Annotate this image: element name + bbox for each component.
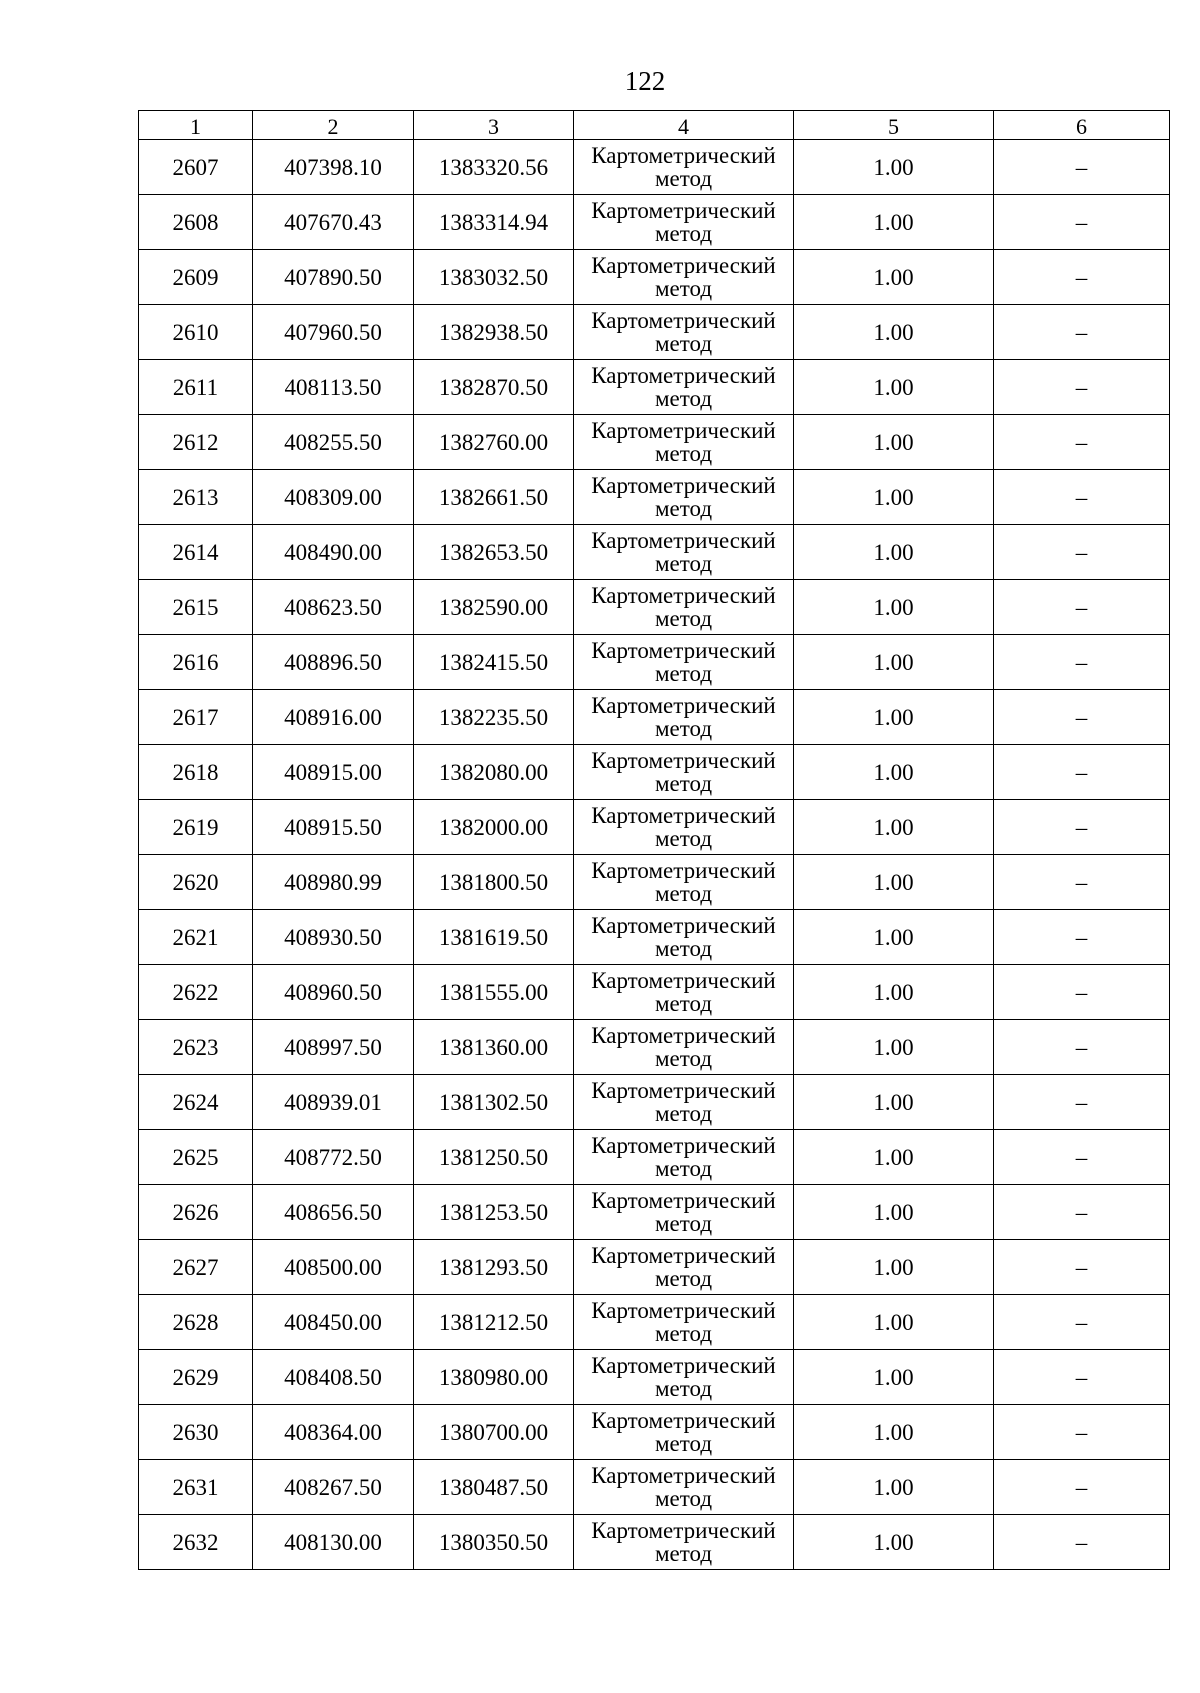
- note-cell: –: [994, 635, 1170, 690]
- accuracy-cell: 1.00: [794, 1295, 994, 1350]
- method-line-1: Картометрический: [591, 748, 776, 773]
- note-cell: –: [994, 1240, 1170, 1295]
- table-row: [139, 415, 1170, 470]
- note-cell: –: [994, 1460, 1170, 1515]
- accuracy-cell: 1.00: [794, 1405, 994, 1460]
- x-coordinate-cell: 408980.99: [253, 855, 414, 910]
- method-line-2: метод: [654, 716, 713, 741]
- x-coordinate-cell: 408130.00: [253, 1515, 414, 1570]
- method-cell: [574, 690, 794, 745]
- method-line-2: метод: [654, 1101, 713, 1126]
- table-row: [139, 1130, 1170, 1185]
- y-coordinate-cell: 1382080.00: [414, 745, 574, 800]
- method-line-2: метод: [654, 606, 713, 631]
- method-cell: [574, 525, 794, 580]
- method-cell: [574, 1240, 794, 1295]
- method-line-2: метод: [654, 441, 713, 466]
- method-line-2: метод: [654, 1211, 713, 1236]
- y-coordinate-cell: 1381555.00: [414, 965, 574, 1020]
- table-row: [139, 1020, 1170, 1075]
- point-number-cell: 2618: [139, 745, 253, 800]
- accuracy-cell: 1.00: [794, 360, 994, 415]
- y-coordinate-cell: 1382235.50: [414, 690, 574, 745]
- point-number-cell: 2609: [139, 250, 253, 305]
- x-coordinate-cell: 408267.50: [253, 1460, 414, 1515]
- y-coordinate-cell: 1381619.50: [414, 910, 574, 965]
- table-row: [139, 1295, 1170, 1350]
- method-line-1: Картометрический: [591, 968, 776, 993]
- method-cell: [574, 1020, 794, 1075]
- x-coordinate-cell: 408255.50: [253, 415, 414, 470]
- accuracy-cell: 1.00: [794, 1075, 994, 1130]
- point-number-cell: 2632: [139, 1515, 253, 1570]
- accuracy-cell: 1.00: [794, 1185, 994, 1240]
- note-cell: –: [994, 305, 1170, 360]
- y-coordinate-cell: 1382653.50: [414, 525, 574, 580]
- x-coordinate-cell: 408772.50: [253, 1130, 414, 1185]
- accuracy-cell: 1.00: [794, 305, 994, 360]
- point-number-cell: 2626: [139, 1185, 253, 1240]
- x-coordinate-cell: 408930.50: [253, 910, 414, 965]
- table-row: [139, 1075, 1170, 1130]
- method-line-1: Картометрический: [591, 1408, 776, 1433]
- method-cell: [574, 580, 794, 635]
- point-number-cell: 2617: [139, 690, 253, 745]
- x-coordinate-cell: 408408.50: [253, 1350, 414, 1405]
- point-number-cell: 2630: [139, 1405, 253, 1460]
- table-row: [139, 855, 1170, 910]
- column-header: 5: [794, 111, 994, 140]
- method-line-1: Картометрический: [591, 583, 776, 608]
- method-line-1: Картометрический: [591, 638, 776, 663]
- method-cell: [574, 415, 794, 470]
- point-number-cell: 2610: [139, 305, 253, 360]
- column-header: 2: [253, 111, 414, 140]
- x-coordinate-cell: 408939.01: [253, 1075, 414, 1130]
- method-line-1: Картометрический: [591, 1298, 776, 1323]
- accuracy-cell: 1.00: [794, 580, 994, 635]
- x-coordinate-cell: 407890.50: [253, 250, 414, 305]
- accuracy-cell: 1.00: [794, 690, 994, 745]
- accuracy-cell: 1.00: [794, 195, 994, 250]
- coordinates-table: [138, 110, 1170, 1570]
- accuracy-cell: 1.00: [794, 635, 994, 690]
- method-cell: [574, 635, 794, 690]
- note-cell: –: [994, 525, 1170, 580]
- note-cell: –: [994, 360, 1170, 415]
- table-row: [139, 800, 1170, 855]
- note-cell: –: [994, 690, 1170, 745]
- point-number-cell: 2607: [139, 140, 253, 195]
- note-cell: –: [994, 745, 1170, 800]
- point-number-cell: 2615: [139, 580, 253, 635]
- x-coordinate-cell: 408916.00: [253, 690, 414, 745]
- y-coordinate-cell: 1381800.50: [414, 855, 574, 910]
- point-number-cell: 2616: [139, 635, 253, 690]
- note-cell: –: [994, 1075, 1170, 1130]
- table-row: [139, 360, 1170, 415]
- method-line-2: метод: [654, 1266, 713, 1291]
- x-coordinate-cell: 408915.00: [253, 745, 414, 800]
- y-coordinate-cell: 1381212.50: [414, 1295, 574, 1350]
- y-coordinate-cell: 1381302.50: [414, 1075, 574, 1130]
- accuracy-cell: 1.00: [794, 855, 994, 910]
- x-coordinate-cell: 407398.10: [253, 140, 414, 195]
- y-coordinate-cell: 1381293.50: [414, 1240, 574, 1295]
- y-coordinate-cell: 1383032.50: [414, 250, 574, 305]
- method-line-2: метод: [654, 496, 713, 521]
- point-number-cell: 2627: [139, 1240, 253, 1295]
- method-line-1: Картометрический: [591, 913, 776, 938]
- method-line-2: метод: [654, 166, 713, 191]
- note-cell: –: [994, 855, 1170, 910]
- method-line-2: метод: [654, 276, 713, 301]
- method-line-1: Картометрический: [591, 528, 776, 553]
- accuracy-cell: 1.00: [794, 415, 994, 470]
- method-cell: [574, 745, 794, 800]
- method-line-2: метод: [654, 221, 713, 246]
- x-coordinate-cell: 408113.50: [253, 360, 414, 415]
- y-coordinate-cell: 1382938.50: [414, 305, 574, 360]
- accuracy-cell: 1.00: [794, 525, 994, 580]
- x-coordinate-cell: 407670.43: [253, 195, 414, 250]
- accuracy-cell: 1.00: [794, 1515, 994, 1570]
- method-cell: [574, 360, 794, 415]
- accuracy-cell: 1.00: [794, 910, 994, 965]
- table-row: [139, 910, 1170, 965]
- method-line-1: Картометрический: [591, 693, 776, 718]
- method-line-2: метод: [654, 936, 713, 961]
- accuracy-cell: 1.00: [794, 1020, 994, 1075]
- method-cell: [574, 800, 794, 855]
- x-coordinate-cell: 408309.00: [253, 470, 414, 525]
- method-line-2: метод: [654, 331, 713, 356]
- column-header: 3: [414, 111, 574, 140]
- method-line-2: метод: [654, 826, 713, 851]
- table-row: [139, 1185, 1170, 1240]
- method-cell: [574, 305, 794, 360]
- page-number: 122: [624, 66, 666, 96]
- y-coordinate-cell: 1382000.00: [414, 800, 574, 855]
- y-coordinate-cell: 1381253.50: [414, 1185, 574, 1240]
- method-line-2: метод: [654, 1541, 713, 1566]
- method-line-1: Картометрический: [591, 1133, 776, 1158]
- point-number-cell: 2625: [139, 1130, 253, 1185]
- method-line-2: метод: [654, 1321, 713, 1346]
- method-cell: [574, 965, 794, 1020]
- x-coordinate-cell: 408997.50: [253, 1020, 414, 1075]
- table-header-row: [139, 111, 1170, 140]
- note-cell: –: [994, 965, 1170, 1020]
- table-row: [139, 1515, 1170, 1570]
- y-coordinate-cell: 1380487.50: [414, 1460, 574, 1515]
- method-line-2: метод: [654, 1376, 713, 1401]
- method-cell: [574, 1130, 794, 1185]
- table-row: [139, 1350, 1170, 1405]
- method-line-1: Картометрический: [591, 1353, 776, 1378]
- method-line-1: Картометрический: [591, 143, 776, 168]
- point-number-cell: 2611: [139, 360, 253, 415]
- accuracy-cell: 1.00: [794, 1460, 994, 1515]
- note-cell: –: [994, 910, 1170, 965]
- point-number-cell: 2621: [139, 910, 253, 965]
- method-cell: [574, 910, 794, 965]
- note-cell: –: [994, 1295, 1170, 1350]
- accuracy-cell: 1.00: [794, 140, 994, 195]
- method-cell: [574, 250, 794, 305]
- y-coordinate-cell: 1382760.00: [414, 415, 574, 470]
- method-line-2: метод: [654, 1431, 713, 1456]
- note-cell: –: [994, 800, 1170, 855]
- method-line-1: Картометрический: [591, 363, 776, 388]
- x-coordinate-cell: 408960.50: [253, 965, 414, 1020]
- y-coordinate-cell: 1381250.50: [414, 1130, 574, 1185]
- point-number-cell: 2622: [139, 965, 253, 1020]
- method-cell: [574, 1075, 794, 1130]
- table-row: [139, 580, 1170, 635]
- accuracy-cell: 1.00: [794, 800, 994, 855]
- accuracy-cell: 1.00: [794, 470, 994, 525]
- method-line-2: метод: [654, 771, 713, 796]
- accuracy-cell: 1.00: [794, 1350, 994, 1405]
- table-row: [139, 305, 1170, 360]
- x-coordinate-cell: 408500.00: [253, 1240, 414, 1295]
- x-coordinate-cell: 408490.00: [253, 525, 414, 580]
- point-number-cell: 2614: [139, 525, 253, 580]
- method-line-1: Картометрический: [591, 1463, 776, 1488]
- table-row: [139, 690, 1170, 745]
- method-line-2: метод: [654, 1156, 713, 1181]
- note-cell: –: [994, 470, 1170, 525]
- note-cell: –: [994, 580, 1170, 635]
- note-cell: –: [994, 1405, 1170, 1460]
- method-cell: [574, 1460, 794, 1515]
- method-line-1: Картометрический: [591, 1243, 776, 1268]
- method-cell: [574, 470, 794, 525]
- note-cell: –: [994, 1350, 1170, 1405]
- y-coordinate-cell: 1382870.50: [414, 360, 574, 415]
- y-coordinate-cell: 1383320.56: [414, 140, 574, 195]
- y-coordinate-cell: 1383314.94: [414, 195, 574, 250]
- method-line-2: метод: [654, 991, 713, 1016]
- point-number-cell: 2613: [139, 470, 253, 525]
- column-header: 4: [574, 111, 794, 140]
- note-cell: –: [994, 250, 1170, 305]
- table-row: [139, 525, 1170, 580]
- table-row: [139, 195, 1170, 250]
- note-cell: –: [994, 1185, 1170, 1240]
- method-cell: [574, 195, 794, 250]
- table-row: [139, 635, 1170, 690]
- table-row: [139, 1240, 1170, 1295]
- method-line-1: Картометрический: [591, 803, 776, 828]
- table-row: [139, 965, 1170, 1020]
- method-line-2: метод: [654, 1046, 713, 1071]
- method-cell: [574, 1185, 794, 1240]
- method-line-2: метод: [654, 551, 713, 576]
- x-coordinate-cell: 408656.50: [253, 1185, 414, 1240]
- method-line-2: метод: [654, 661, 713, 686]
- method-line-2: метод: [654, 386, 713, 411]
- method-line-1: Картометрический: [591, 418, 776, 443]
- y-coordinate-cell: 1382661.50: [414, 470, 574, 525]
- table-row: [139, 470, 1170, 525]
- point-number-cell: 2631: [139, 1460, 253, 1515]
- x-coordinate-cell: 408915.50: [253, 800, 414, 855]
- note-cell: –: [994, 1515, 1170, 1570]
- point-number-cell: 2608: [139, 195, 253, 250]
- method-cell: [574, 140, 794, 195]
- method-cell: [574, 1350, 794, 1405]
- method-line-1: Картометрический: [591, 253, 776, 278]
- accuracy-cell: 1.00: [794, 1130, 994, 1185]
- column-header: 6: [994, 111, 1170, 140]
- method-cell: [574, 1515, 794, 1570]
- accuracy-cell: 1.00: [794, 965, 994, 1020]
- table-row: [139, 250, 1170, 305]
- point-number-cell: 2624: [139, 1075, 253, 1130]
- column-header: 1: [139, 111, 253, 140]
- table-row: [139, 1405, 1170, 1460]
- method-line-1: Картометрический: [591, 858, 776, 883]
- accuracy-cell: 1.00: [794, 1240, 994, 1295]
- note-cell: –: [994, 195, 1170, 250]
- method-line-2: метод: [654, 1486, 713, 1511]
- point-number-cell: 2619: [139, 800, 253, 855]
- x-coordinate-cell: 408364.00: [253, 1405, 414, 1460]
- method-line-1: Картометрический: [591, 198, 776, 223]
- y-coordinate-cell: 1382590.00: [414, 580, 574, 635]
- table-row: [139, 745, 1170, 800]
- y-coordinate-cell: 1380980.00: [414, 1350, 574, 1405]
- y-coordinate-cell: 1380700.00: [414, 1405, 574, 1460]
- note-cell: –: [994, 140, 1170, 195]
- point-number-cell: 2623: [139, 1020, 253, 1075]
- method-line-1: Картометрический: [591, 1023, 776, 1048]
- x-coordinate-cell: 407960.50: [253, 305, 414, 360]
- x-coordinate-cell: 408896.50: [253, 635, 414, 690]
- point-number-cell: 2628: [139, 1295, 253, 1350]
- point-number-cell: 2620: [139, 855, 253, 910]
- y-coordinate-cell: 1381360.00: [414, 1020, 574, 1075]
- method-line-1: Картометрический: [591, 1188, 776, 1213]
- method-cell: [574, 1405, 794, 1460]
- x-coordinate-cell: 408623.50: [253, 580, 414, 635]
- method-cell: [574, 1295, 794, 1350]
- note-cell: –: [994, 415, 1170, 470]
- method-cell: [574, 855, 794, 910]
- note-cell: –: [994, 1130, 1170, 1185]
- table-row: [139, 1460, 1170, 1515]
- accuracy-cell: 1.00: [794, 250, 994, 305]
- accuracy-cell: 1.00: [794, 745, 994, 800]
- method-line-2: метод: [654, 881, 713, 906]
- method-line-1: Картометрический: [591, 308, 776, 333]
- point-number-cell: 2612: [139, 415, 253, 470]
- note-cell: –: [994, 1020, 1170, 1075]
- y-coordinate-cell: 1380350.50: [414, 1515, 574, 1570]
- method-line-1: Картометрический: [591, 473, 776, 498]
- method-line-1: Картометрический: [591, 1518, 776, 1543]
- y-coordinate-cell: 1382415.50: [414, 635, 574, 690]
- point-number-cell: 2629: [139, 1350, 253, 1405]
- table-row: [139, 140, 1170, 195]
- method-line-1: Картометрический: [591, 1078, 776, 1103]
- x-coordinate-cell: 408450.00: [253, 1295, 414, 1350]
